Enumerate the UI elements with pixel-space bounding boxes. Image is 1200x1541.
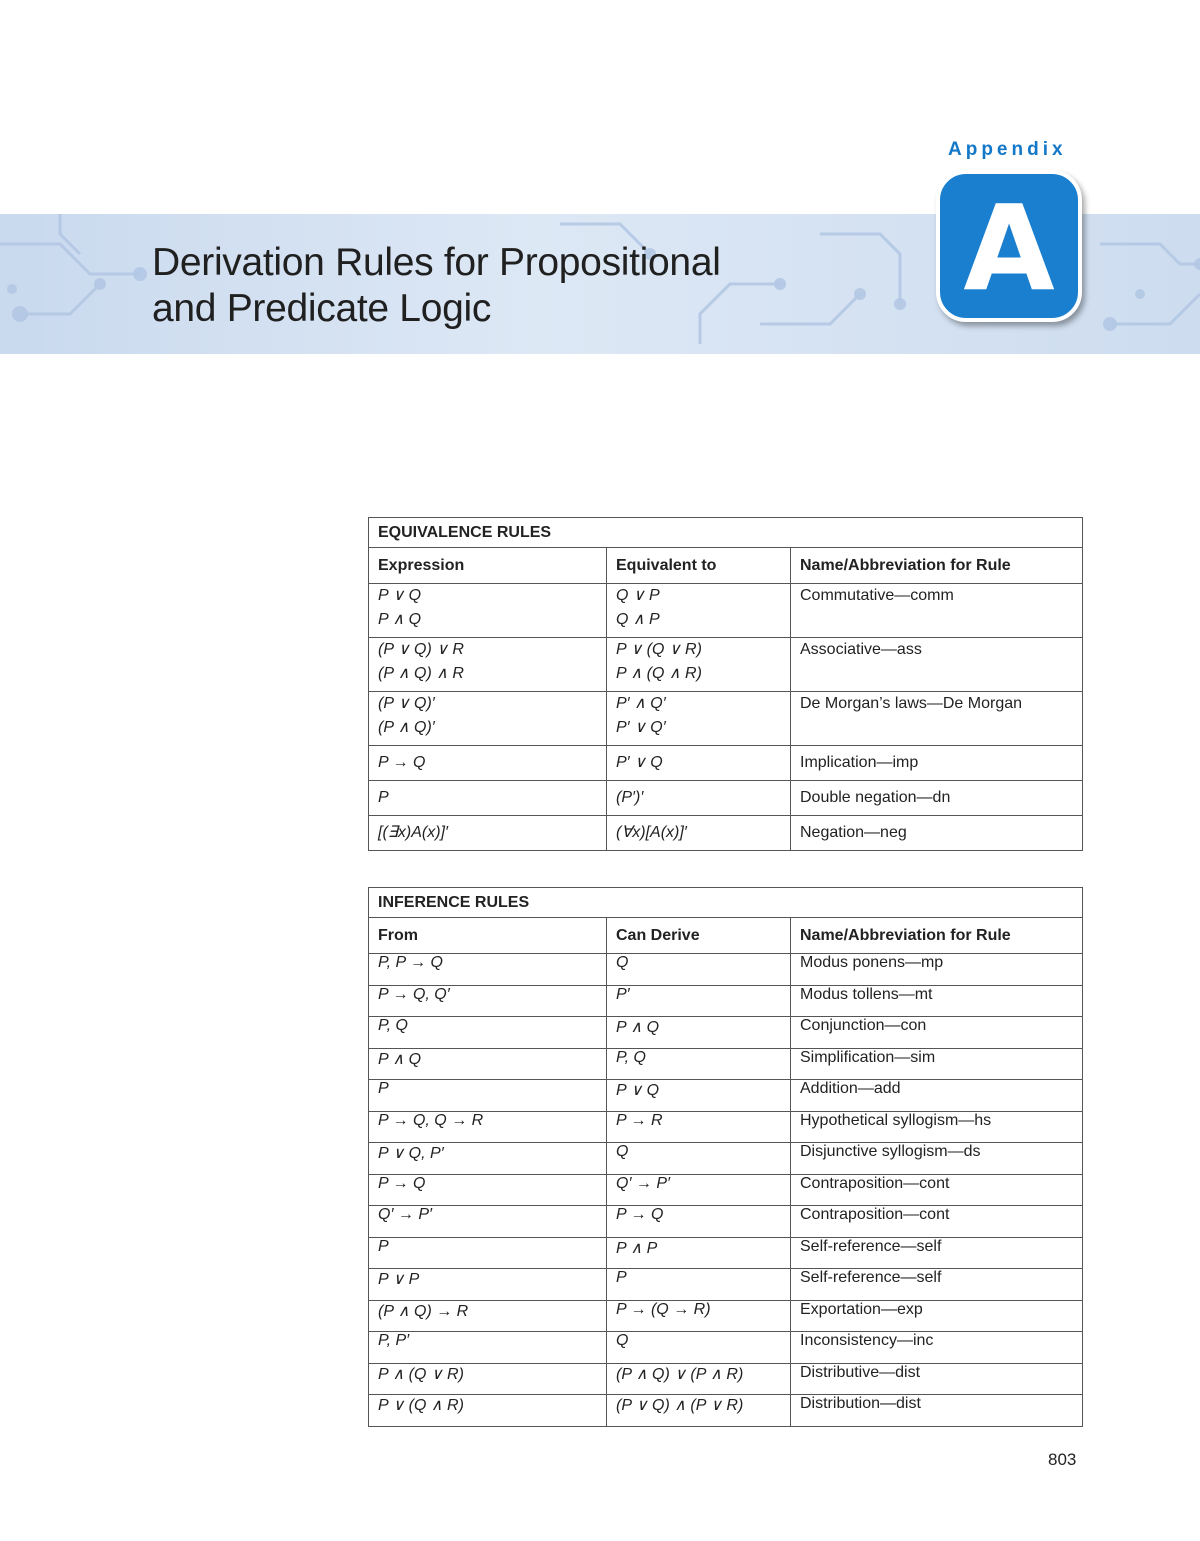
- table-row: [369, 1300, 1083, 1332]
- equivalence-rules-table: [368, 517, 1083, 851]
- can-derive-cell: P → Q: [607, 1206, 791, 1238]
- can-derive-cell: P, Q: [607, 1048, 791, 1080]
- expression-cell: [369, 584, 607, 638]
- equivalent-cell: [607, 638, 791, 692]
- equivalent-cell: [607, 816, 791, 851]
- can-derive-cell: P → (Q → R): [607, 1300, 791, 1332]
- from-cell: P → Q: [369, 1174, 607, 1206]
- table-row: [369, 1269, 1083, 1301]
- equivalent-cell: [607, 584, 791, 638]
- expression-line: (P ∨ Q) ∨ R: [378, 641, 464, 658]
- rule-name-cell: Hypothetical syllogism—hs: [791, 1111, 1083, 1143]
- equivalence-table-heading: EQUIVALENCE RULES: [369, 518, 1083, 548]
- rule-name-cell: Commutative—comm: [791, 584, 1083, 638]
- column-header-rule-name: Name/Abbreviation for Rule: [791, 548, 1083, 584]
- equivalent-cell: [607, 692, 791, 746]
- rule-name-cell: Addition—add: [791, 1080, 1083, 1112]
- can-derive-cell: Q: [607, 1332, 791, 1364]
- column-header-can-derive: Can Derive: [607, 918, 791, 954]
- equivalent-line: P′ ∨ Q: [616, 754, 663, 771]
- table-row: [369, 1080, 1083, 1112]
- from-cell: P, Q: [369, 1017, 607, 1049]
- table-row: [369, 1395, 1083, 1427]
- expression-line: P ∧ Q: [378, 611, 422, 628]
- table-row: [369, 954, 1083, 986]
- equivalent-line: (∀x)[A(x)]′: [616, 824, 687, 841]
- expression-cell: [369, 746, 607, 781]
- can-derive-cell: (P ∨ Q) ∧ (P ∨ R): [607, 1395, 791, 1427]
- page-title: [152, 240, 721, 332]
- expression-line: (P ∧ Q) ∧ R: [378, 665, 464, 682]
- equivalent-line: Q ∧ P: [616, 611, 660, 628]
- table-row: [369, 1174, 1083, 1206]
- can-derive-cell: P′: [607, 985, 791, 1017]
- expression-line: P ∨ Q: [378, 587, 422, 604]
- from-cell: P: [369, 1080, 607, 1112]
- rule-name-cell: Modus tollens—mt: [791, 985, 1083, 1017]
- can-derive-cell: (P ∧ Q) ∨ (P ∧ R): [607, 1363, 791, 1395]
- expression-line: P: [378, 789, 389, 806]
- expression-line: (P ∨ Q)′: [378, 695, 435, 712]
- rule-name-cell: Self-reference—self: [791, 1269, 1083, 1301]
- appendix-letter-badge: [936, 170, 1082, 322]
- from-cell: P ∨ P: [369, 1269, 607, 1301]
- inference-table-heading: INFERENCE RULES: [369, 888, 1083, 918]
- appendix-label: Appendix: [948, 139, 1067, 160]
- rule-name-cell: Disjunctive syllogism—ds: [791, 1143, 1083, 1175]
- table-row: [369, 1111, 1083, 1143]
- rule-name-cell: Distributive—dist: [791, 1363, 1083, 1395]
- rule-name-cell: Inconsistency—inc: [791, 1332, 1083, 1364]
- column-header-expression: Expression: [369, 548, 607, 584]
- rule-name-cell: Contraposition—cont: [791, 1206, 1083, 1238]
- table-row: [369, 1017, 1083, 1049]
- from-cell: P ∨ (Q ∧ R): [369, 1395, 607, 1427]
- column-header-equivalent: Equivalent to: [607, 548, 791, 584]
- equivalent-line: (P′)′: [616, 789, 644, 806]
- table-row: [369, 985, 1083, 1017]
- from-cell: P → Q, Q′: [369, 985, 607, 1017]
- from-cell: P ∨ Q, P′: [369, 1143, 607, 1175]
- equivalent-line: P ∧ (Q ∧ R): [616, 665, 702, 682]
- expression-line: P → Q: [378, 754, 426, 771]
- from-cell: Q′ → P′: [369, 1206, 607, 1238]
- from-cell: P → Q, Q → R: [369, 1111, 607, 1143]
- rule-name-cell: Modus ponens—mp: [791, 954, 1083, 986]
- rule-name-cell: Negation—neg: [791, 816, 1083, 851]
- equivalent-line: Q ∨ P: [616, 587, 660, 604]
- from-cell: P, P′: [369, 1332, 607, 1364]
- table-row: [369, 638, 1083, 692]
- from-cell: P, P → Q: [369, 954, 607, 986]
- expression-line: (P ∧ Q)′: [378, 719, 435, 736]
- from-cell: P: [369, 1237, 607, 1269]
- table-row: [369, 1206, 1083, 1238]
- table-row: [369, 781, 1083, 816]
- can-derive-cell: Q′ → P′: [607, 1174, 791, 1206]
- table-row: [369, 692, 1083, 746]
- rule-name-cell: Distribution—dist: [791, 1395, 1083, 1427]
- rule-name-cell: Associative—ass: [791, 638, 1083, 692]
- can-derive-cell: P ∨ Q: [607, 1080, 791, 1112]
- from-cell: P ∧ (Q ∨ R): [369, 1363, 607, 1395]
- table-row: [369, 584, 1083, 638]
- rule-name-cell: De Morgan’s laws—De Morgan: [791, 692, 1083, 746]
- rule-name-cell: Double negation—dn: [791, 781, 1083, 816]
- expression-cell: [369, 638, 607, 692]
- expression-cell: [369, 692, 607, 746]
- equivalent-cell: [607, 746, 791, 781]
- can-derive-cell: P: [607, 1269, 791, 1301]
- can-derive-cell: P → R: [607, 1111, 791, 1143]
- rule-name-cell: Self-reference—self: [791, 1237, 1083, 1269]
- column-header-rule-name: Name/Abbreviation for Rule: [791, 918, 1083, 954]
- from-cell: P ∧ Q: [369, 1048, 607, 1080]
- page-title-line-1: Derivation Rules for Propositional: [152, 241, 721, 284]
- rule-name-cell: Simplification—sim: [791, 1048, 1083, 1080]
- expression-cell: [369, 781, 607, 816]
- inference-rules-table: [368, 887, 1083, 1427]
- equivalent-cell: [607, 781, 791, 816]
- table-row: [369, 816, 1083, 851]
- equivalent-line: P ∨ (Q ∨ R): [616, 641, 702, 658]
- appendix-letter: A: [963, 179, 1055, 317]
- can-derive-cell: Q: [607, 1143, 791, 1175]
- can-derive-cell: P ∧ P: [607, 1237, 791, 1269]
- expression-line: [(∃x)A(x)]′: [378, 824, 448, 841]
- column-header-from: From: [369, 918, 607, 954]
- table-row: [369, 1363, 1083, 1395]
- table-row: [369, 746, 1083, 781]
- equivalent-line: P′ ∧ Q′: [616, 695, 666, 712]
- from-cell: (P ∧ Q) → R: [369, 1300, 607, 1332]
- table-row: [369, 1332, 1083, 1364]
- table-row: [369, 1237, 1083, 1269]
- table-row: [369, 1143, 1083, 1175]
- rule-name-cell: Exportation—exp: [791, 1300, 1083, 1332]
- rule-name-cell: Implication—imp: [791, 746, 1083, 781]
- equivalent-line: P′ ∨ Q′: [616, 719, 666, 736]
- table-row: [369, 1048, 1083, 1080]
- can-derive-cell: Q: [607, 954, 791, 986]
- rule-name-cell: Contraposition—cont: [791, 1174, 1083, 1206]
- can-derive-cell: P ∧ Q: [607, 1017, 791, 1049]
- expression-cell: [369, 816, 607, 851]
- page-title-line-2: and Predicate Logic: [152, 287, 492, 330]
- rule-name-cell: Conjunction—con: [791, 1017, 1083, 1049]
- page-number: 803: [1048, 1450, 1077, 1469]
